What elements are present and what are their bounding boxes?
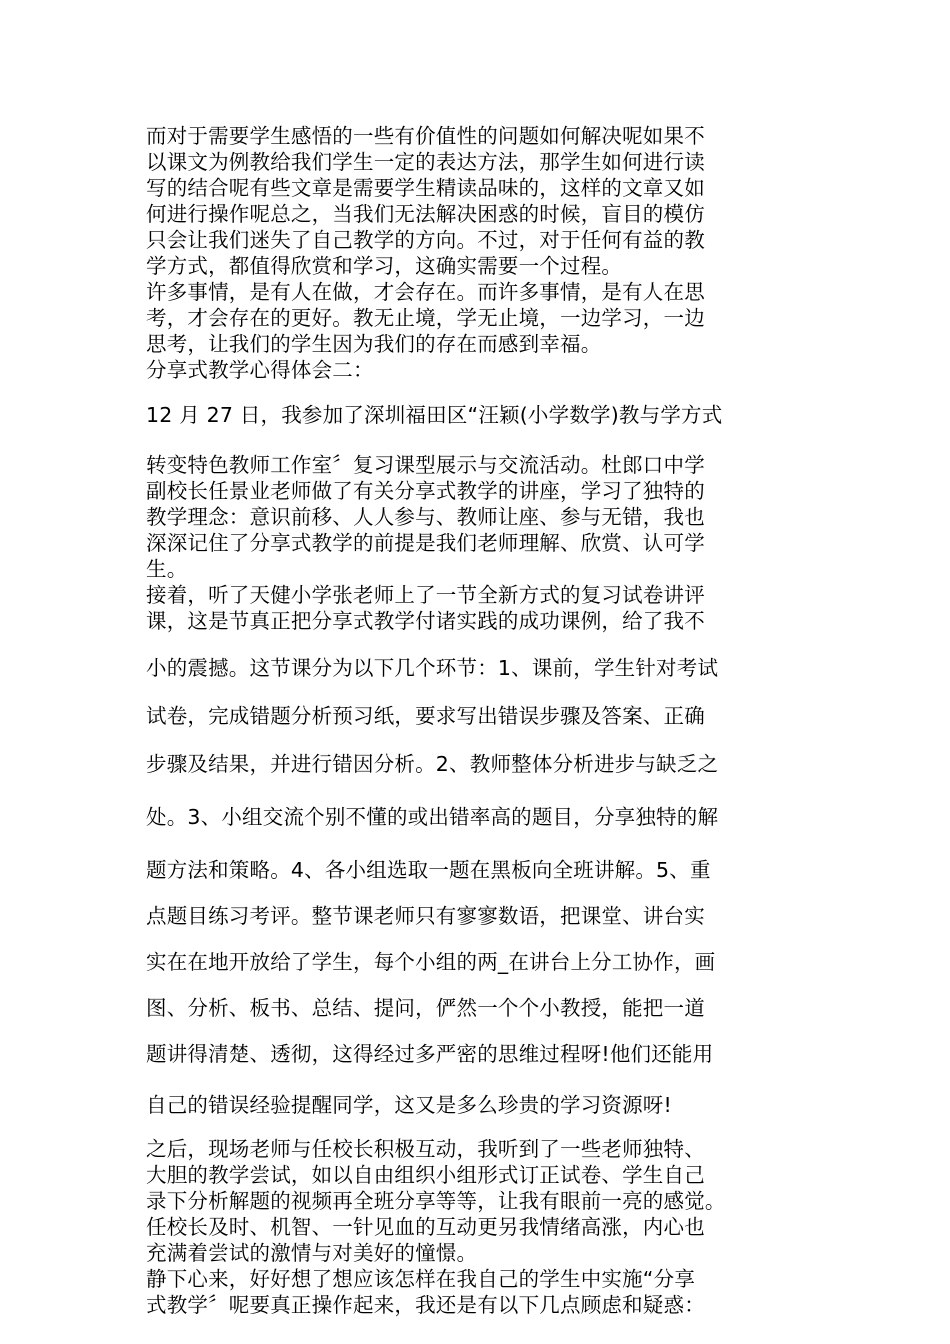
text-line: 试卷，完成错题分析预习纸，要求写出错误步骤及答案、正确 — [146, 704, 705, 728]
text-line: 何进行操作呢总之，当我们无法解决困惑的时候，盲目的模仿 — [146, 202, 705, 226]
text-line: 静下心来，好好想了想应该怎样在我自己的学生中实施“分享 — [146, 1267, 696, 1291]
text-line: 写的结合呢有些文章是需要学生精读品味的，这样的文章又如 — [146, 176, 705, 200]
text-line: 实在在地开放给了学生，每个小组的两_在讲台上分工协作，画 — [146, 950, 716, 974]
text-line: 录下分析解题的视频再全班分享等等，让我有眼前一亮的感觉。 — [146, 1189, 726, 1213]
text-line: 学方式，都值得欣赏和学习，这确实需要一个过程。 — [146, 254, 623, 278]
text-line: 步骤及结果，并进行错因分析。2、教师整体分析进步与缺乏之 — [146, 752, 719, 776]
text-line: 而对于需要学生感悟的一些有价值性的问题如何解决呢如果不 — [146, 124, 705, 148]
text-line: 图、分析、板书、总结、提问，俨然一个个小教授，能把一道 — [146, 996, 705, 1020]
section-heading: 分享式教学心得体会二： — [146, 358, 374, 382]
text-line: 以课文为例教给我们学生一定的表达方法，那学生如何进行读 — [146, 150, 705, 174]
text-line: 只会让我们迷失了自己教学的方向。不过，对于任何有益的教 — [146, 228, 705, 252]
text-line: 许多事情，是有人在做，才会存在。而许多事情，是有人在思 — [146, 280, 705, 304]
text-line: 自己的错误经验提醒同学，这又是多么珍贵的学习资源呀! — [146, 1093, 672, 1117]
text-line: 任校长及时、机智、一针见血的互动更另我情绪高涨，内心也 — [146, 1215, 705, 1239]
text-line: 充满着尝试的激情与对美好的憧憬。 — [146, 1241, 478, 1265]
text-line: 生。 — [146, 557, 188, 581]
text-line: 12 月 27 日，我参加了深圳福田区“汪颖(小学数学)教与学方式 — [146, 403, 723, 427]
text-line: 小的震撼。这节课分为以下几个环节：1、课前，学生针对考试 — [146, 656, 719, 680]
text-line: 题讲得清楚、透彻，这得经过多严密的思维过程呀!他们还能用 — [146, 1042, 714, 1066]
text-line: 转变特色教师工作室〞复习课型展示与交流活动。杜郎口中学 — [146, 453, 705, 477]
text-line: 课，这是节真正把分享式教学付诸实践的成功课例，给了我不 — [146, 609, 705, 633]
text-line: 大胆的教学尝试，如以自由组织小组形式订正试卷、学生自己 — [146, 1163, 705, 1187]
text-line: 考，才会存在的更好。教无止境，学无止境，一边学习，一边 — [146, 306, 705, 330]
text-line: 思考，让我们的学生因为我们的存在而感到幸福。 — [146, 332, 602, 356]
text-line: 之后，现场老师与任校长积极互动，我听到了一些老师独特、 — [146, 1137, 705, 1161]
text-line: 点题目练习考评。整节课老师只有寥寥数语，把课堂、讲台实 — [146, 904, 705, 928]
text-line: 处。3、小组交流个别不懂的或出错率高的题目，分享独特的解 — [146, 805, 719, 829]
text-line: 题方法和策略。4、各小组选取一题在黑板向全班讲解。5、重 — [146, 858, 711, 882]
text-line: 副校长任景业老师做了有关分享式教学的讲座，学习了独特的 — [146, 479, 705, 503]
text-line: 教学理念：意识前移、人人参与、教师让座、参与无错，我也 — [146, 505, 705, 529]
text-line: 式教学〞呢要真正操作起来，我还是有以下几点顾虑和疑惑： — [146, 1293, 705, 1317]
text-line: 深深记住了分享式教学的前提是我们老师理解、欣赏、认可学 — [146, 531, 705, 555]
text-line: 接着，听了天健小学张老师上了一节全新方式的复习试卷讲评 — [146, 583, 705, 607]
